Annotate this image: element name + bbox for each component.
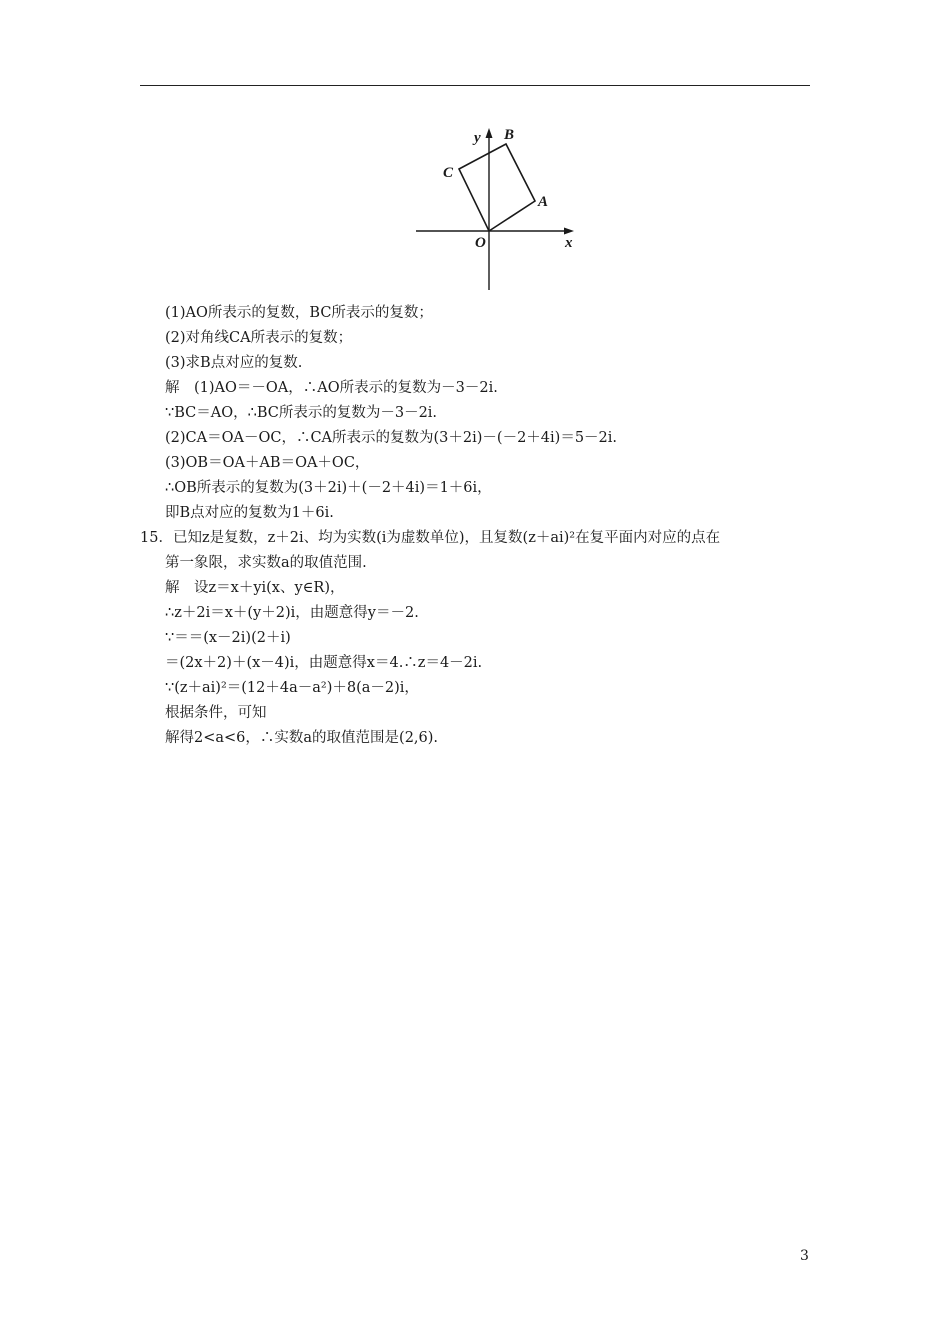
coordinate-plane-svg (410, 118, 590, 296)
text-line: ∵(z＋ai)²＝(12＋4a－a²)＋8(a－2)i， (165, 680, 419, 696)
page-number: 3 (800, 1248, 809, 1264)
label-x: x (565, 235, 573, 251)
text-line: (1)AO所表示的复数，BC所表示的复数； (165, 305, 433, 321)
label-y: y (474, 130, 481, 146)
label-o: O (475, 235, 486, 251)
coordinate-figure (410, 118, 590, 296)
text-line: 第一象限，求实数a的取值范围. (165, 555, 367, 571)
text-line: 解得2<a<6，∴实数a的取值范围是(2,6). (165, 730, 439, 746)
text-line: (2)对角线CA所表示的复数； (165, 330, 353, 346)
text-line: 解 设z＝x＋yi(x、y∈R)， (165, 580, 345, 596)
problem-15-line: 15．已知z是复数，z＋2i、均为实数(i为虚数单位)，且复数(z＋ai)²在复平面内对应的点在 (140, 530, 721, 546)
text-line: ∴OB所表示的复数为(3＋2i)＋(－2＋4i)＝1＋6i， (165, 480, 492, 496)
label-a: A (538, 194, 549, 210)
label-b: B (504, 127, 515, 143)
text-line: (3)OB＝OA＋AB＝OA＋OC， (165, 455, 370, 471)
y-axis-arrow (486, 128, 493, 138)
text-line: (2)CA＝OA－OC，∴CA所表示的复数为(3＋2i)－(－2＋4i)＝5－2i. (165, 430, 618, 446)
label-c: C (443, 165, 454, 181)
text-line: ∴z＋2i＝x＋(y＋2)i，由题意得y＝－2. (165, 605, 419, 621)
text-line: ＝(2x＋2)＋(x－4)i，由题意得x＝4.∴z＝4－2i. (165, 655, 483, 671)
text-line: 根据条件，可知 (165, 705, 267, 721)
parallelogram-oabc (459, 144, 535, 231)
text-line: 即B点对应的复数为1＋6i. (165, 505, 334, 521)
text-line: (3)求B点对应的复数. (165, 355, 303, 371)
text-line: ∵BC＝AO，∴BC所表示的复数为－3－2i. (165, 405, 438, 421)
text-line: ∵＝＝(x－2i)(2＋i) (165, 630, 291, 646)
header-rule (140, 85, 810, 86)
x-axis-arrow (564, 228, 574, 235)
text-line: 解 (1)AO＝－OA，∴AO所表示的复数为－3－2i. (165, 380, 498, 396)
